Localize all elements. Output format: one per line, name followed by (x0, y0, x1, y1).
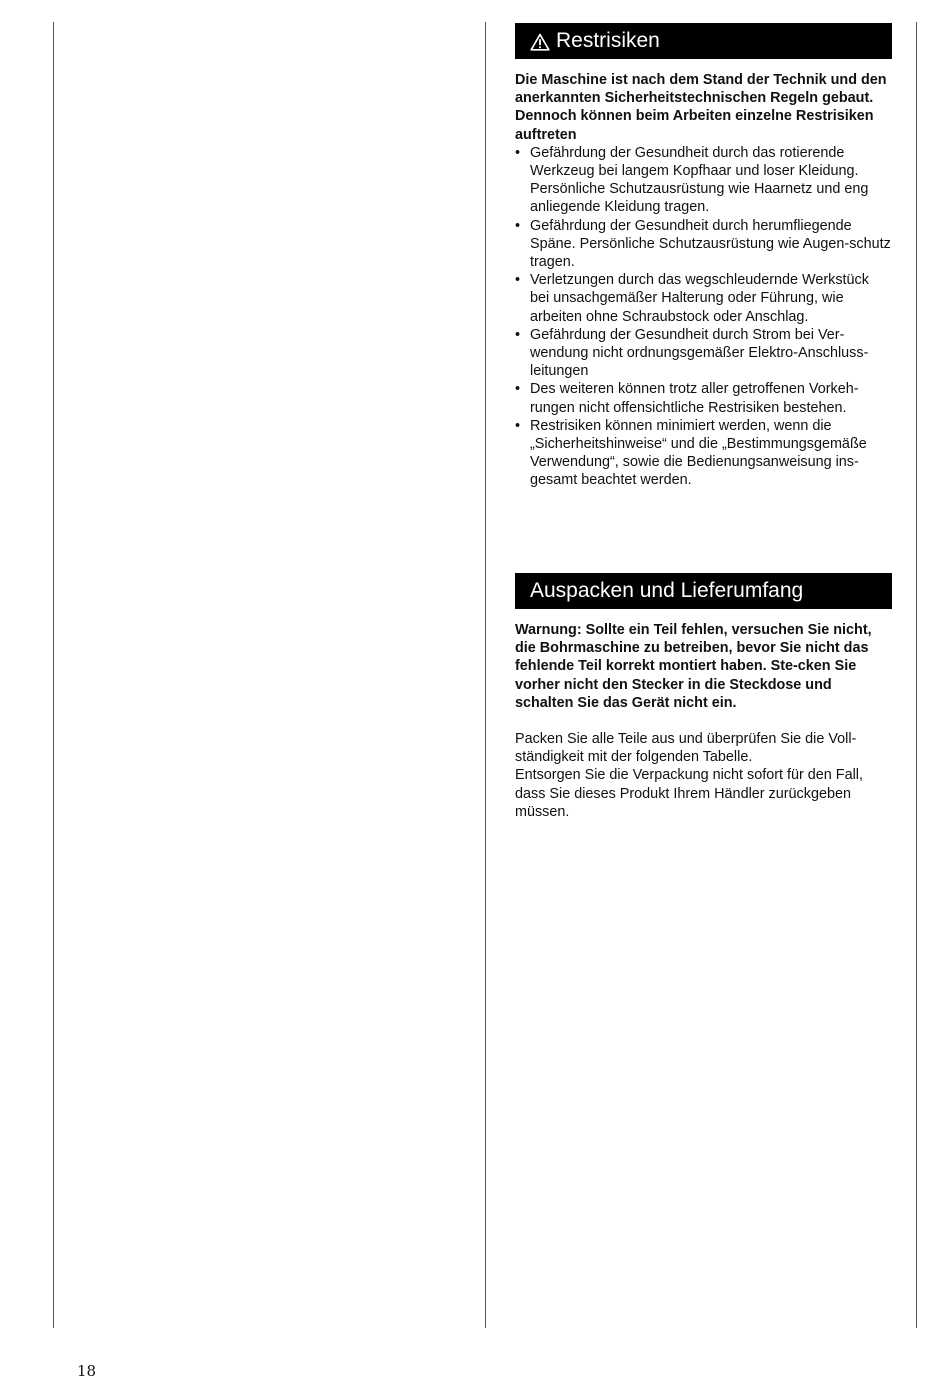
section-auspacken (515, 573, 892, 821)
list-item: • Gefährdung der Gesundheit durch Strom bei Ver-wendung nicht ordnungsgemäßer Elektro-Anschluss-leitungen (515, 326, 892, 381)
list-item: • Gefährdung der Gesundheit durch das rotierende Werkzeug bei langem Kopfhaar und loser Kleidung. Persönliche Schutzausrüstung wie Haarnetz und eng anliegende Kleidung tragen. (515, 144, 892, 217)
list-item: • Restrisiken können minimiert werden, wenn die „Sicherheitshinweise“ und die „Bestimmungsgemäße Verwendung“, sowie die Bedienungsanweisung ins-gesamt beachtet werden. (515, 417, 892, 490)
page-number: 18 (77, 1362, 97, 1380)
warning-paragraph: Warnung: Sollte ein Teil fehlen, versuchen Sie nicht, die Bohrmaschine zu betreiben, bevor Sie nicht das fehlende Teil korrekt montiert haben. Ste-cken Sie vorher nicht den Stecker in die Steckdose und schalten Sie das Gerät nicht ein. (515, 622, 872, 711)
risk-list (515, 144, 892, 490)
section-title: Restrisiken (556, 29, 660, 52)
section-heading-restrisiken (515, 23, 892, 59)
intro-paragraph: Die Maschine ist nach dem Stand der Technik und den anerkannten Sicherheitstechnischen Regeln gebaut. Dennoch können beim Arbeiten einzelne Restrisiken auftreten (515, 72, 887, 143)
column-rule-middle (485, 22, 486, 1328)
warning-triangle-icon (530, 33, 550, 51)
column-rule-left (53, 22, 54, 1328)
section-title: Auspacken und Lieferumfang (530, 579, 804, 602)
body-paragraph: Entsorgen Sie die Verpackung nicht sofort für den Fall, dass Sie dieses Produkt Ihrem Händler zurückgeben müssen. (515, 767, 863, 820)
list-item: • Gefährdung der Gesundheit durch herumfliegende Späne. Persönliche Schutzausrüstung wie Augen-schutz tragen. (515, 217, 892, 272)
list-item: • Des weiteren können trotz aller getroffenen Vorkeh-rungen nicht offensichtliche Restrisiken bestehen. (515, 380, 892, 416)
section-heading-auspacken (515, 573, 892, 609)
section-restrisiken (515, 23, 892, 490)
list-item: • Verletzungen durch das wegschleudernde Werkstück bei unsachgemäßer Halterung oder Führung, wie arbeiten ohne Schraubstock oder Anschlag. (515, 271, 892, 326)
column-rule-right (916, 22, 917, 1328)
body-paragraph: Packen Sie alle Teile aus und überprüfen Sie die Voll-ständigkeit mit der folgenden Tabelle. (515, 731, 857, 766)
